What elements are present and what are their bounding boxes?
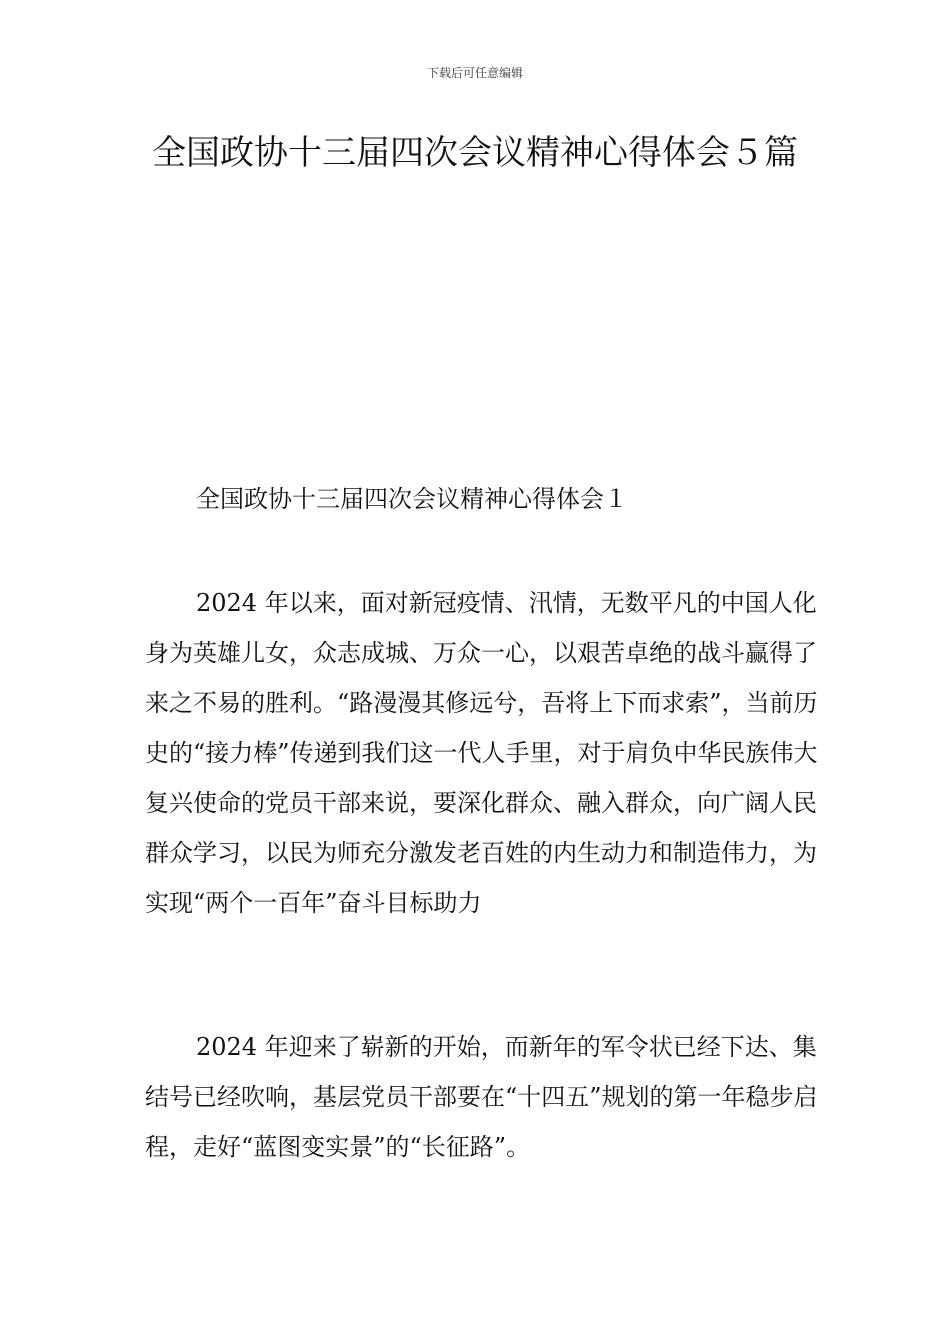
document-title: 全国政协十三届四次会议精神心得体会５篇	[152, 133, 798, 173]
header-note: 下载后可任意编辑	[426, 66, 523, 80]
body-paragraph-2: 2024 年迎来了崭新的开始，而新年的军令状已经下达、集结号已经吹响，基层党员干部要在“十四五”规划的第一年稳步启程，走好“蓝图变实景”的“长征路”。	[145, 1033, 818, 1161]
body-paragraph-1: 2024 年以来，面对新冠疫情、汛情，无数平凡的中国人化身为英雄儿女，众志成城、万众一心，以艰苦卓绝的战斗赢得了来之不易的胜利。“路漫漫其修远兮，吾将上下而求索”，当前历史的“接力棒”传递到我们这一代人手里，对于肩负中华民族伟大复兴使命的党员干部来说，要深化群众、融入群众，向广阔人民群众学习，以民为师充分激发老百姓的内生动力和制造伟力，为实现“两个一百年”奋斗目标助力	[145, 589, 818, 917]
section-heading: 全国政协十三届四次会议精神心得体会１	[196, 485, 628, 513]
